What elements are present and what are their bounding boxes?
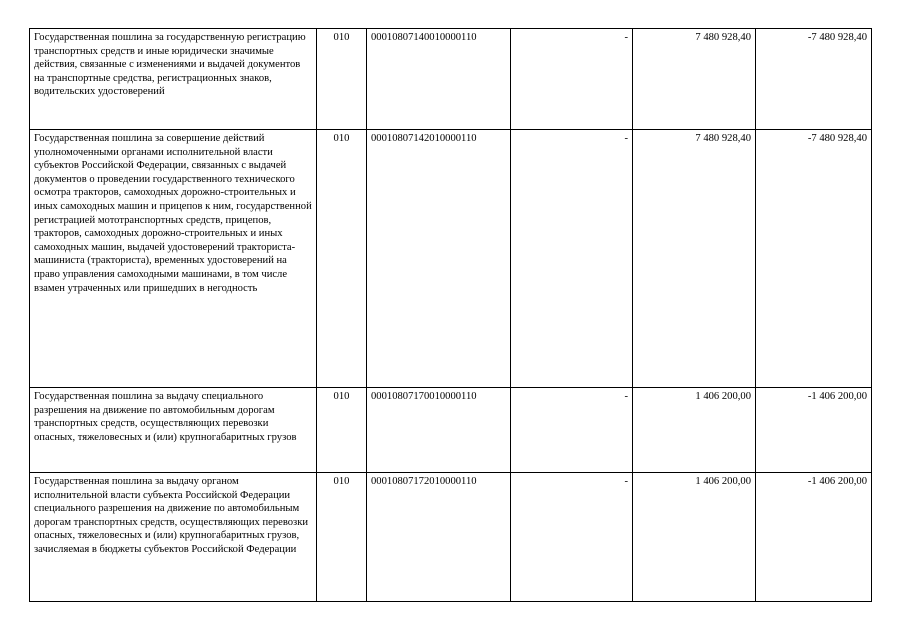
row-kbk-cell: 00010807172010000110: [367, 473, 511, 602]
row-fact-cell: 1 406 200,00: [633, 388, 756, 473]
row-plan-cell: -: [511, 473, 633, 602]
table-row: [30, 130, 872, 388]
row-name-cell: Государственная пошлина за выдачу специального разрешения на движение по автомобильным дорогам транспортных средств, осуществляющих перевозки опасных, тяжеловесных и (или) крупногабаритных грузов: [30, 388, 317, 473]
row-name-cell: Государственная пошлина за совершение действий уполномоченными органами исполнительной власти субъектов Российской Федерации, связанных с выдачей документов о проведении государственного технического осмотра тракторов, самоходных дорожно-строительных и иных самоходных машин и прицепов к ним, государственной регистрацией мототранспортных средств, прицепов, тракторов, самоходных дорожно-строительных и иных самоходных машин, выдачей удостоверений тракториста-машиниста (тракториста), временных удостоверений на право управления самоходными машинами, в том числе взамен утраченных или пришедших в негодность: [30, 130, 317, 388]
row-code-cell: 010: [317, 473, 367, 602]
row-fact-cell: 7 480 928,40: [633, 130, 756, 388]
row-diff-cell: -7 480 928,40: [756, 29, 872, 130]
row-kbk-cell: 00010807140010000110: [367, 29, 511, 130]
row-fact-cell: 7 480 928,40: [633, 29, 756, 130]
row-diff-cell: -7 480 928,40: [756, 130, 872, 388]
row-code-cell: 010: [317, 130, 367, 388]
row-code-cell: 010: [317, 29, 367, 130]
row-kbk-cell: 00010807142010000110: [367, 130, 511, 388]
table-row: [30, 473, 872, 602]
row-fact-cell: 1 406 200,00: [633, 473, 756, 602]
row-diff-cell: -1 406 200,00: [756, 473, 872, 602]
row-code-cell: 010: [317, 388, 367, 473]
table-row: [30, 388, 872, 473]
row-kbk-cell: 00010807170010000110: [367, 388, 511, 473]
row-diff-cell: -1 406 200,00: [756, 388, 872, 473]
revenue-table: [29, 28, 872, 602]
row-name-cell: Государственная пошлина за государственную регистрацию транспортных средств и иные юридически значимые действия, связанные с изменениями и выдачей документов на транспортные средства, регистрационных знаков, водительских удостоверений: [30, 29, 317, 130]
row-name-cell: Государственная пошлина за выдачу органом исполнительной власти субъекта Российской Федерации специального разрешения на движение по автомобильным дорогам транспортных средств, осуществляющих перевозки опасных, тяжеловесных и (или) крупногабаритных грузов, зачисляемая в бюджеты субъектов Российской Федерации: [30, 473, 317, 602]
row-plan-cell: -: [511, 388, 633, 473]
table-row: [30, 29, 872, 130]
row-plan-cell: -: [511, 130, 633, 388]
row-plan-cell: -: [511, 29, 633, 130]
